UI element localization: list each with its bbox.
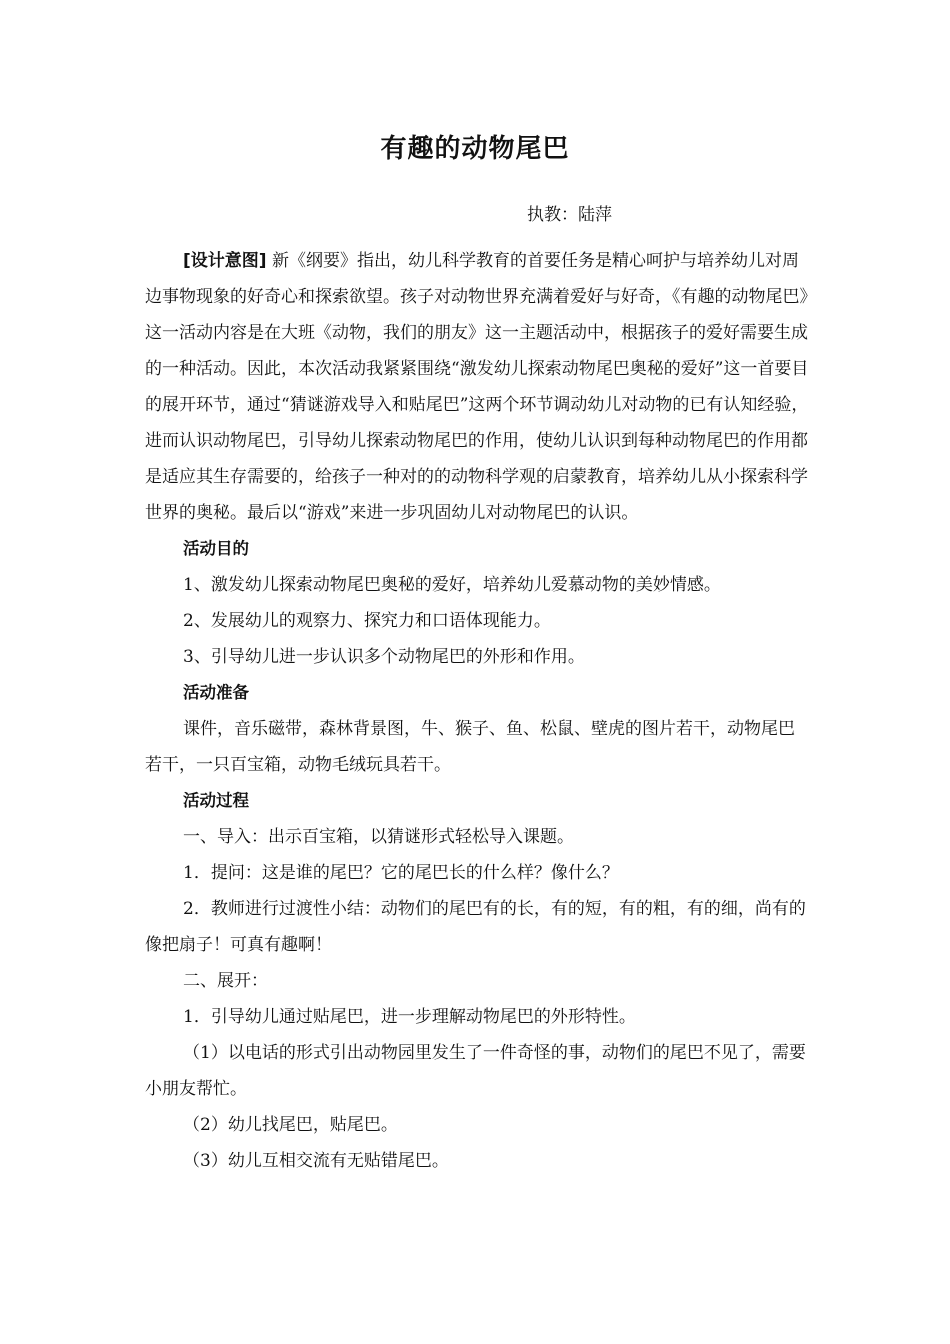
- process-item: 二、展开：: [183, 971, 268, 991]
- prep-heading: 活动准备: [183, 683, 249, 702]
- document-title: 有趣的动物尾巴: [380, 134, 570, 164]
- document-body: [145, 243, 810, 1179]
- goal-item: 3、引导幼儿进一步认识多个动物尾巴的外形和作用。: [183, 647, 585, 667]
- process-item: 1．提问：这是谁的尾巴？它的尾巴长的什么样？像什么？: [183, 863, 619, 883]
- intent-label: [设计意图]: [183, 251, 267, 271]
- process-item: 1．引导幼儿通过贴尾巴，进一步理解动物尾巴的外形特性。: [183, 1007, 636, 1027]
- process-item: （3）幼儿互相交流有无贴错尾巴。: [183, 1151, 449, 1171]
- goal-item: 2、发展幼儿的观察力、探究力和口语体现能力。: [183, 611, 551, 631]
- goals-heading: 活动目的: [183, 539, 249, 558]
- process-heading: 活动过程: [183, 791, 249, 810]
- intent-paragraph: [145, 243, 810, 531]
- process-item: 2．教师进行过渡性小结：动物们的尾巴有的长，有的短，有的粗，有的细，尚有的像把扇子！可真有趣啊！: [145, 899, 806, 955]
- process-item: （2）幼儿找尾巴，贴尾巴。: [183, 1115, 398, 1135]
- author-line: 执教：陆萍: [527, 205, 612, 225]
- process-item: （1）以电话的形式引出动物园里发生了一件奇怪的事，动物们的尾巴不见了，需要小朋友帮忙。: [145, 1043, 806, 1099]
- process-item: 一、导入：出示百宝箱，以猜谜形式轻松导入课题。: [183, 827, 574, 847]
- goal-item: 1、激发幼儿探索动物尾巴奥秘的爱好，培养幼儿爱慕动物的美妙情感。: [183, 575, 721, 595]
- intent-text: 新《纲要》指出，幼儿科学教育的首要任务是精心呵护与培养幼儿对周边事物现象的好奇心和探索欲望。孩子对动物世界充满着爱好与好奇，《有趣的动物尾巴》这一活动内容是在大班《动物，我们的朋友》这一主题活动中，根据孩子的爱好需要生成的一种活动。因此，本次活动我紧紧围绕“激发幼儿探索动物尾巴奥秘的爱好”这一首要目的展开环节，通过“猜谜游戏导入和贴尾巴”这两个环节调动幼儿对动物的已有认知经验，进而认识动物尾巴，引导幼儿探索动物尾巴的作用，使幼儿认识到每种动物尾巴的作用都是适应其生存需要的，给孩子一种对的的动物科学观的启蒙教育，培养幼儿从小探索科学世界的奥秘。最后以“游戏”来进一步巩固幼儿对动物尾巴的认识。: [145, 251, 809, 523]
- prep-paragraph: 课件，音乐磁带，森林背景图，牛、猴子、鱼、松鼠、壁虎的图片若干，动物尾巴若干，一只百宝箱，动物毛绒玩具若干。: [145, 719, 795, 775]
